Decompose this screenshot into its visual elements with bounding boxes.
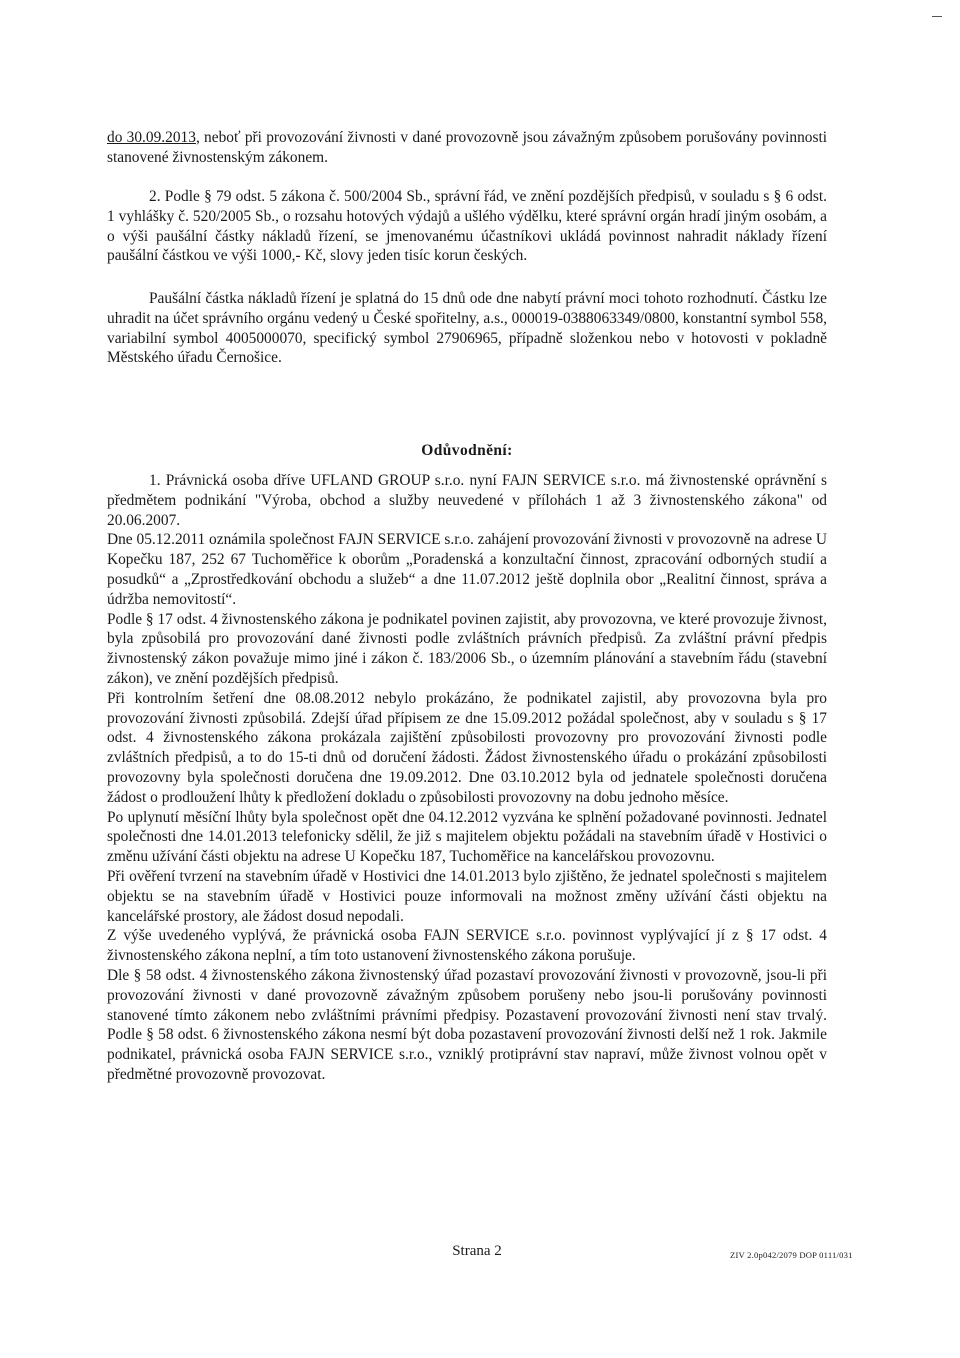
deadline-date: do 30.09.2013 — [107, 129, 196, 146]
decision-paragraph-1 — [107, 128, 827, 168]
reasoning-paragraph-3: Podle § 17 odst. 4 živnostenského zákona je podnikatel povinen zajistit, aby provozovna, ve které provozuje živnost, byla způsobilá pro provozování dané živnosti podle zvláštních právních předpisů. Za zvláštní právní předpis živnostenský zákon považuje mimo jiné i zákon č. 183/2006 Sb., o územním plánování a stavebním řádu (stavební zákon), ve znění pozdějších předpisů. — [107, 610, 827, 687]
costs-paragraph — [107, 187, 827, 266]
reasoning-paragraph-5: Po uplynutí měsíční lhůty byla společnost opět dne 04.12.2012 vyzvána ke splnění požadované povinnosti. Jednatel společnosti dne 14.01.2013 telefonicky sdělil, že již s majitelem objektu požádali na stavebním úřadě v Hostivici o změnu užívání části objektu na adrese U Kopečku 187, Tuchoměřice na kancelářskou provozovnu. — [107, 808, 827, 866]
reasoning-section — [107, 471, 827, 1085]
reasoning-paragraph-1: 1. Právnická osoba dříve UFLAND GROUP s.r.o. nyní FAJN SERVICE s.r.o. má živnostenské oprávnění s předmětem podnikání "Výroba, obchod a služby neuvedené v přílohách 1 až 3 živnostenského zákona" od 20.06.2007. — [107, 472, 827, 529]
reasoning-paragraph-8: Dle § 58 odst. 4 živnostenského zákona živnostenský úřad pozastaví provozování živnosti v provozovně, jsou-li při provozování živnosti v dané provozovně závažným způsobem porušeny nebo jsou-li porušovány povinnosti stanovené tímto zákonem nebo zvláštními právními předpisy. Pozastavení provozování živnosti není stav trvalý. Podle § 58 odst. 6 živnostenského zákona nesmí být doba pozastavení provozování živnosti delší než 1 rok. Jakmile podnikatel, právnická osoba FAJN SERVICE s.r.o., vzniklý protiprávní stav napraví, může živnost volnou opět v předmětné provozovně provozovat. — [107, 966, 827, 1083]
paragraph-2-text: 2. Podle § 79 odst. 5 zákona č. 500/2004 Sb., správní řád, ve znění pozdějších předpisů, v souladu s § 6 odst. 1 vyhlášky č. 520/2005 Sb., o rozsahu hotových výdajů a ušlého výdělku, které správní orgán hradí jiným osobám, a o výši paušální částky nákladů řízení, se jmenovanému účastníkovi ukládá povinnost nahradit náklady řízení paušální částkou ve výši 1000,- Kč, slovy jeden tisíc korun českých. — [107, 188, 827, 265]
section-heading: Odůvodnění: — [421, 442, 513, 459]
paragraph-3-text: Paušální částka nákladů řízení je splatná do 15 dnů ode dne nabytí právní moci tohoto rozhodnutí. Částku lze uhradit na účet správního orgánu vedený u České spořitelny, a.s., 000019-0388063349/0800, konstantní symbol 558, variabilní symbol 4005000070, specifický symbol 27906965, případně složenkou nebo v hotovosti v pokladně Městského úřadu Černošice. — [107, 290, 827, 367]
reasoning-paragraph-2: Dne 05.12.2011 oznámila společnost FAJN SERVICE s.r.o. zahájení provozování živnosti v provozovně na adrese U Kopečku 187, 252 67 Tuchoměřice k oborům „Poradenská a konzultační činnost, zpracování odborných studií a posudků“ a „Zprostředkování obchodu a služeb“ a dne 11.07.2012 ještě doplnila obor „Realitní činnost, správa a údržba nemovitostí“. — [107, 531, 827, 608]
page-number: Strana 2 — [452, 1243, 502, 1259]
reference-code: ZIV 2.0p042/2079 DOP 0111/031 — [730, 1250, 853, 1260]
payment-paragraph — [107, 289, 827, 368]
reasoning-paragraph-4: Při kontrolním šetření dne 08.08.2012 nebylo prokázáno, že podnikatel zajistil, aby provozovna byla pro provozování živnosti způsobilá. Zdejší úřad přípisem ze dne 15.09.2012 požádal společnost, aby v souladu s § 17 odst. 4 živnostenského zákona prokázala zajištění způsobilosti provozovny pro provozování živnosti podle zvláštních předpisů, a to do 15-ti dnů od doručení žádosti. Žádost živnostenského úřadu o prokázání způsobilosti provozovny byla společnosti doručena dne 19.09.2012. Dne 03.10.2012 byla od jednatele společnosti doručena žádost o prodloužení lhůty k předložení dokladu o způsobilosti provozovny na dobu jednoho měsíce. — [107, 689, 827, 806]
paragraph-1-text: , neboť při provozování živnosti v dané provozovně jsou závažným způsobem porušovány povinnosti stanovené živnostenským zákonem. — [107, 129, 828, 166]
reasoning-paragraph-6: Při ověření tvrzení na stavebním úřadě v Hostivici dne 14.01.2013 bylo zjištěno, že jednatel společnosti s majitelem objektu se na stavebním úřadě v Hostivici pouze informovali na možnost změny užívání části objektu na kancelářské prostory, ale žádost dosud nepodali. — [107, 867, 827, 925]
reasoning-paragraph-7: Z výše uvedeného vyplývá, že právnická osoba FAJN SERVICE s.r.o. povinnost vyplývající jí z § 17 odst. 4 živnostenského zákona neplní, a tím toto ustanovení živnostenského zákona porušuje. — [107, 927, 827, 965]
corner-mark — [932, 16, 942, 17]
